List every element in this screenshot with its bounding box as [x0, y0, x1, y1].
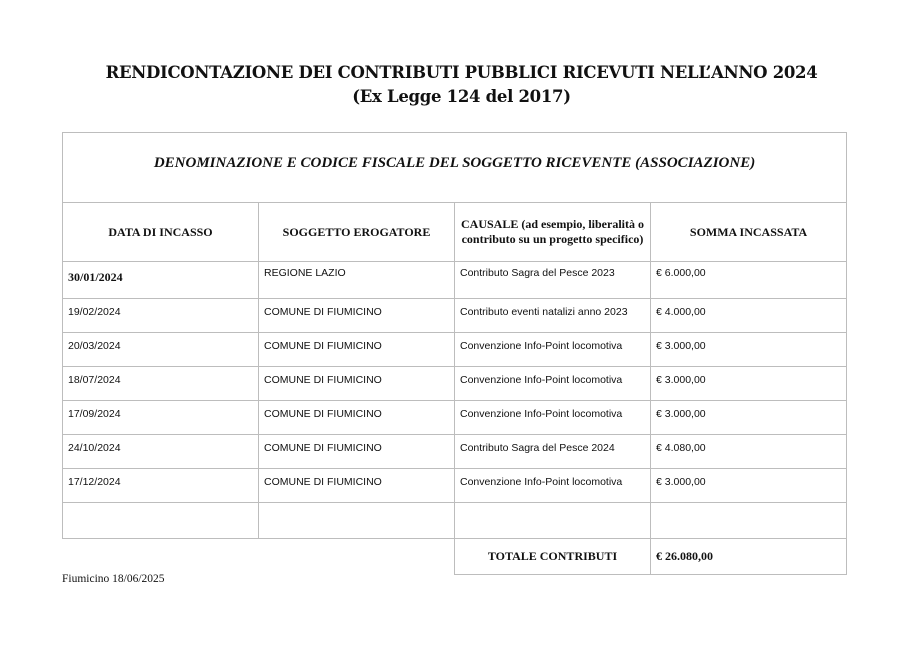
empty-cell [651, 503, 847, 539]
total-label: TOTALE CONTRIBUTI [455, 539, 651, 575]
cell-payer: REGIONE LAZIO [259, 262, 455, 299]
cell-reason: Convenzione Info-Point locomotiva [455, 469, 651, 503]
empty-cell [63, 503, 259, 539]
recipient-heading: DENOMINAZIONE E CODICE FISCALE DEL SOGGETTO RICEVENTE (ASSOCIAZIONE) [63, 133, 847, 203]
place-and-date: Fiumicino 18/06/2025 [62, 573, 165, 585]
recipient-heading-row [63, 133, 847, 203]
cell-reason: Convenzione Info-Point locomotiva [455, 401, 651, 435]
total-value: € 26.080,00 [651, 539, 847, 575]
cell-reason: Contributo Sagra del Pesce 2024 [455, 435, 651, 469]
table-row [63, 333, 847, 367]
cell-amount: € 3.000,00 [651, 401, 847, 435]
cell-date: 20/03/2024 [63, 333, 259, 367]
column-header-amount: SOMMA INCASSATA [651, 203, 847, 262]
empty-cell [455, 503, 651, 539]
table-row [63, 469, 847, 503]
cell-reason: Convenzione Info-Point locomotiva [455, 367, 651, 401]
cell-date: 18/07/2024 [63, 367, 259, 401]
empty-cell [259, 503, 455, 539]
table-row [63, 299, 847, 333]
cell-payer: COMUNE DI FIUMICINO [259, 333, 455, 367]
document-title: RENDICONTAZIONE DEI CONTRIBUTI PUBBLICI RICEVUTI NELL’ANNO 2024 [105, 63, 818, 82]
cell-date: 24/10/2024 [63, 435, 259, 469]
cell-date: 30/01/2024 [63, 262, 259, 299]
column-header-row [63, 203, 847, 262]
column-header-reason: CAUSALE (ad esempio, liberalità o contributo su un progetto specifico) [455, 203, 651, 262]
cell-date: 17/09/2024 [63, 401, 259, 435]
contributions-table [62, 132, 847, 575]
cell-payer: COMUNE DI FIUMICINO [259, 469, 455, 503]
cell-date: 19/02/2024 [63, 299, 259, 333]
cell-payer: COMUNE DI FIUMICINO [259, 435, 455, 469]
cell-amount: € 6.000,00 [651, 262, 847, 299]
empty-table-row [63, 503, 847, 539]
cell-payer: COMUNE DI FIUMICINO [259, 367, 455, 401]
document-subtitle: (Ex Legge 124 del 2017) [352, 87, 571, 106]
cell-amount: € 3.000,00 [651, 333, 847, 367]
table-row [63, 367, 847, 401]
table-row [63, 435, 847, 469]
cell-payer: COMUNE DI FIUMICINO [259, 401, 455, 435]
cell-payer: COMUNE DI FIUMICINO [259, 299, 455, 333]
total-row [63, 539, 847, 575]
column-header-date: DATA DI INCASSO [63, 203, 259, 262]
table-row [63, 262, 847, 299]
cell-date: 17/12/2024 [63, 469, 259, 503]
cell-reason: Contributo Sagra del Pesce 2023 [455, 262, 651, 299]
cell-amount: € 4.080,00 [651, 435, 847, 469]
cell-amount: € 3.000,00 [651, 469, 847, 503]
cell-reason: Contributo eventi natalizi anno 2023 [455, 299, 651, 333]
cell-amount: € 4.000,00 [651, 299, 847, 333]
cell-amount: € 3.000,00 [651, 367, 847, 401]
total-row-spacer [63, 539, 455, 575]
column-header-payer: SOGGETTO EROGATORE [259, 203, 455, 262]
table-row [63, 401, 847, 435]
cell-reason: Convenzione Info-Point locomotiva [455, 333, 651, 367]
